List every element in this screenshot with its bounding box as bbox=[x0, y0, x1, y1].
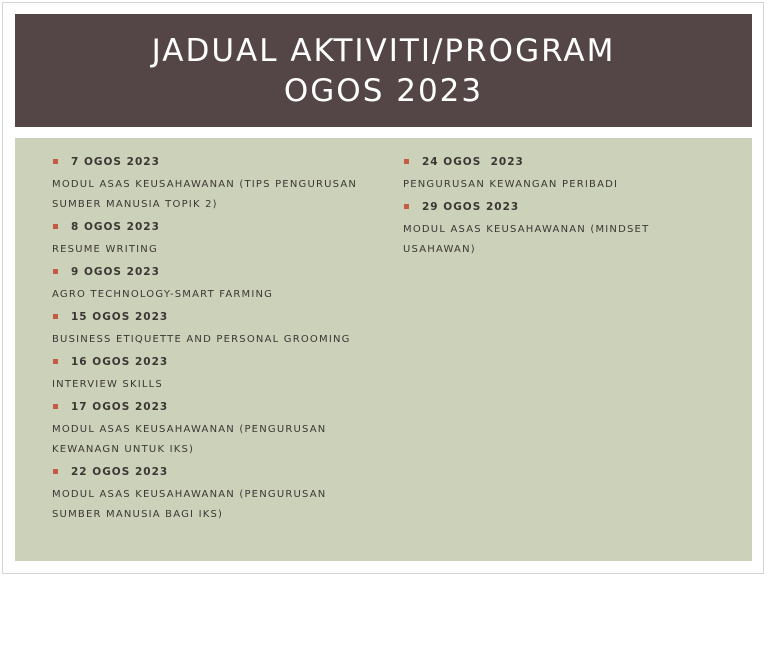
entry-description-line: MODUL ASAS KEUSAHAWANAN (MINDSET bbox=[403, 224, 650, 235]
entry-description-line: MODUL ASAS KEUSAHAWANAN (PENGURUSAN bbox=[52, 489, 327, 500]
bullet-square-icon bbox=[53, 404, 58, 409]
entry-date-row bbox=[403, 151, 723, 173]
entry-date-row bbox=[52, 396, 372, 418]
entry-description bbox=[52, 418, 372, 461]
entry-description-line: INTERVIEW SKILLS bbox=[52, 379, 163, 390]
entry-description-line: SUMBER MANUSIA TOPIK 2) bbox=[52, 199, 218, 210]
entry-date: 9 OGOS 2023 bbox=[71, 266, 160, 278]
entry-description-line: USAHAWAN) bbox=[403, 244, 476, 255]
entry-date: 24 OGOS 2023 bbox=[422, 156, 524, 168]
schedule-entry bbox=[52, 306, 372, 351]
schedule-entry bbox=[52, 461, 372, 526]
entry-description bbox=[52, 173, 372, 216]
entry-description bbox=[52, 283, 372, 306]
entry-description bbox=[403, 173, 723, 196]
schedule-entry bbox=[52, 396, 372, 461]
entry-date: 7 OGOS 2023 bbox=[71, 156, 160, 168]
schedule-column-right bbox=[403, 151, 723, 261]
bullet-square-icon bbox=[404, 159, 409, 164]
entry-date: 22 OGOS 2023 bbox=[71, 466, 169, 478]
entry-date: 17 OGOS 2023 bbox=[71, 401, 169, 413]
entry-description-line: BUSINESS ETIQUETTE AND PERSONAL GROOMING bbox=[52, 334, 351, 345]
entry-date-row bbox=[52, 306, 372, 328]
entry-description-line: PENGURUSAN KEWANGAN PERIBADI bbox=[403, 179, 619, 190]
entry-description-line: SUMBER MANUSIA BAGI IKS) bbox=[52, 509, 224, 520]
schedule-entry bbox=[52, 151, 372, 216]
schedule-content bbox=[15, 138, 752, 561]
schedule-entry bbox=[52, 261, 372, 306]
bullet-square-icon bbox=[53, 269, 58, 274]
entry-description bbox=[52, 238, 372, 261]
entry-date: 29 OGOS 2023 bbox=[422, 201, 520, 213]
entry-description bbox=[403, 218, 723, 261]
bullet-square-icon bbox=[53, 224, 58, 229]
schedule-entry bbox=[403, 196, 723, 261]
schedule-entry bbox=[52, 351, 372, 396]
entry-date: 16 OGOS 2023 bbox=[71, 356, 169, 368]
schedule-entry bbox=[403, 151, 723, 196]
entry-description-line: RESUME WRITING bbox=[52, 244, 158, 255]
slide bbox=[2, 2, 764, 574]
bullet-square-icon bbox=[53, 359, 58, 364]
entry-date-row bbox=[52, 461, 372, 483]
entry-date: 8 OGOS 2023 bbox=[71, 221, 160, 233]
entry-description-line: AGRO TECHNOLOGY-SMART FARMING bbox=[52, 289, 274, 300]
bullet-square-icon bbox=[53, 314, 58, 319]
entry-date-row bbox=[52, 261, 372, 283]
title-banner bbox=[15, 14, 752, 127]
bullet-square-icon bbox=[404, 204, 409, 209]
schedule-entry bbox=[52, 216, 372, 261]
entry-date-row bbox=[403, 196, 723, 218]
entry-date-row bbox=[52, 216, 372, 238]
slide-title-line-1: JADUAL AKTIVITI/PROGRAM bbox=[151, 32, 616, 69]
entry-description bbox=[52, 483, 372, 526]
entry-date: 15 OGOS 2023 bbox=[71, 311, 169, 323]
entry-description bbox=[52, 328, 372, 351]
entry-description-line: KEWANAGN UNTUK IKS) bbox=[52, 444, 195, 455]
entry-description-line: MODUL ASAS KEUSAHAWANAN (TIPS PENGURUSAN bbox=[52, 179, 358, 190]
schedule-column-left bbox=[52, 151, 372, 526]
slide-title-line-2: OGOS 2023 bbox=[283, 72, 484, 109]
entry-date-row bbox=[52, 351, 372, 373]
bullet-square-icon bbox=[53, 159, 58, 164]
entry-description bbox=[52, 373, 372, 396]
entry-description-line: MODUL ASAS KEUSAHAWANAN (PENGURUSAN bbox=[52, 424, 327, 435]
bullet-square-icon bbox=[53, 469, 58, 474]
entry-date-row bbox=[52, 151, 372, 173]
